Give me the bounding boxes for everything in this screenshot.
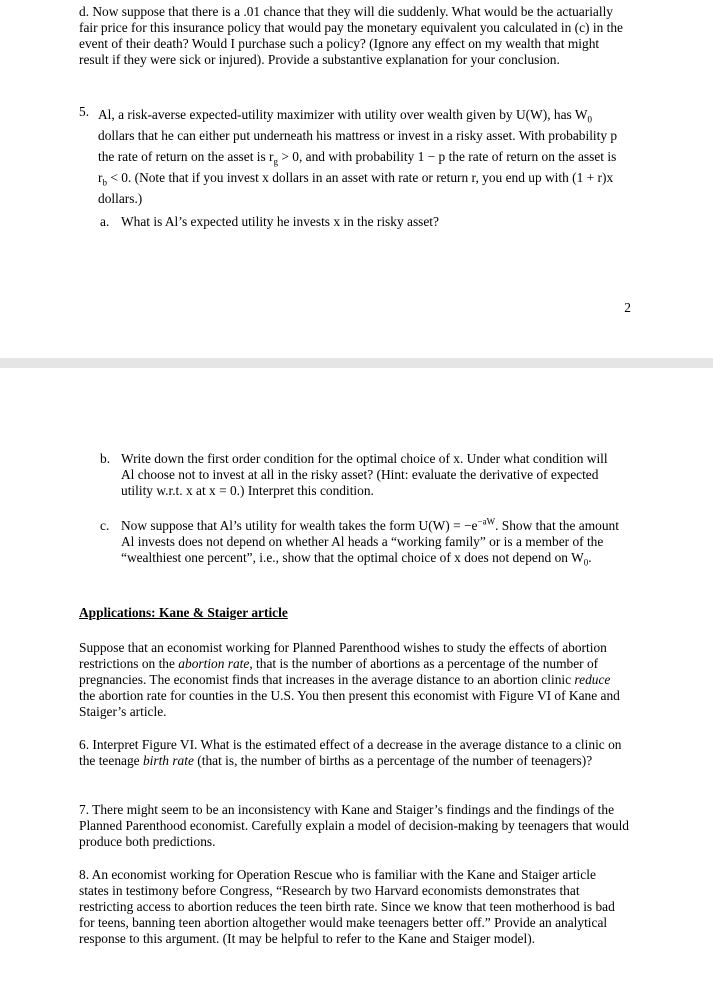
section-heading-kane-staiger: Applications: Kane & Staiger article bbox=[79, 605, 288, 620]
page-break-divider bbox=[0, 358, 713, 368]
question-5c-label: c. bbox=[100, 518, 110, 533]
question-5-text: Al, a risk-averse expected-utility maximizer with utility over wealth given by U(W), has $W_0$ dollars that he can either put underneath his mattress or invest in a risky asset. With probability p the rate of return on the asset is $r_g > 0$, and with probability 1 − p the rate of return on the asset is $r_b < 0$. (Note that if you invest x dollars in an asset with rate or return r, you end up with (1 + r)x dollars.) bbox=[98, 107, 618, 206]
question-5-number: 5. bbox=[79, 104, 90, 119]
question-7-text: 7. There might seem to be an inconsistency with Kane and Staiger’s findings and the findings of the Planned Parenthood economist. Carefully explain a model of decision-making by teenagers that would produce both predictions. bbox=[79, 802, 629, 849]
question-5a-label: a. bbox=[100, 214, 110, 229]
question-5b-label: b. bbox=[100, 451, 111, 466]
question-4d-text: d. Now suppose that there is a .01 chance that they will die suddenly. What would be the actuarially fair price for this insurance policy that would pay the monetary equivalent you calculated in (c) in the event of their death? Would I purchase such a policy? (Ignore any effect on my wealth that might result if they were sick or injured). Provide a substantive explanation for your conclusion. bbox=[79, 4, 623, 67]
page-number: 2 bbox=[624, 300, 631, 315]
question-6-text: 6. Interpret Figure VI. What is the estimated effect of a decrease in the average distance to a clinic on the teenage birth rate (that is, the number of births as a percentage of the number of teenagers)? bbox=[79, 737, 622, 768]
intro-paragraph: Suppose that an economist working for Planned Parenthood wishes to study the effects of abortion restrictions on the abortion rate, that is the number of abortions as a percentage of the number of pregnancies. The economist finds that increases in the average distance to an abortion clinic reduce the abortion rate for counties in the U.S. You then present this economist with Figure VI of Kane and Staiger’s article. bbox=[79, 640, 620, 719]
question-5a-text: What is Al’s expected utility he invests x in the risky asset? bbox=[121, 214, 439, 229]
question-5c-text: Now suppose that Al’s utility for wealth takes the form $U(W) = -e^{-aW}$. Show that the amount Al invests does not depend on whether Al heads a “working family” or is a member of the “wealthiest one percent”, i.e., show that the optimal choice of x does not depend on $W_0$. bbox=[121, 516, 619, 568]
question-5b-text: Write down the first order condition for the optimal choice of x. Under what condition will Al choose not to invest at all in the risky asset? (Hint: evaluate the derivative of expected utility w.r.t. x at x = 0.) Interpret this condition. bbox=[121, 451, 608, 498]
page-2-lower-portion bbox=[0, 0, 713, 358]
question-8-text: 8. An economist working for Operation Rescue who is familiar with the Kane and Staiger article states in testimony before Congress, “Research by two Harvard economists demonstrates that restricting access to abortion reduces the teen birth rate. Since we know that teen motherhood is bad for teens, banning teen abortion altogether would make teenagers better off.” Provide an analytical response to this argument. (It may be helpful to refer to the Kane and Staiger model). bbox=[79, 867, 615, 946]
